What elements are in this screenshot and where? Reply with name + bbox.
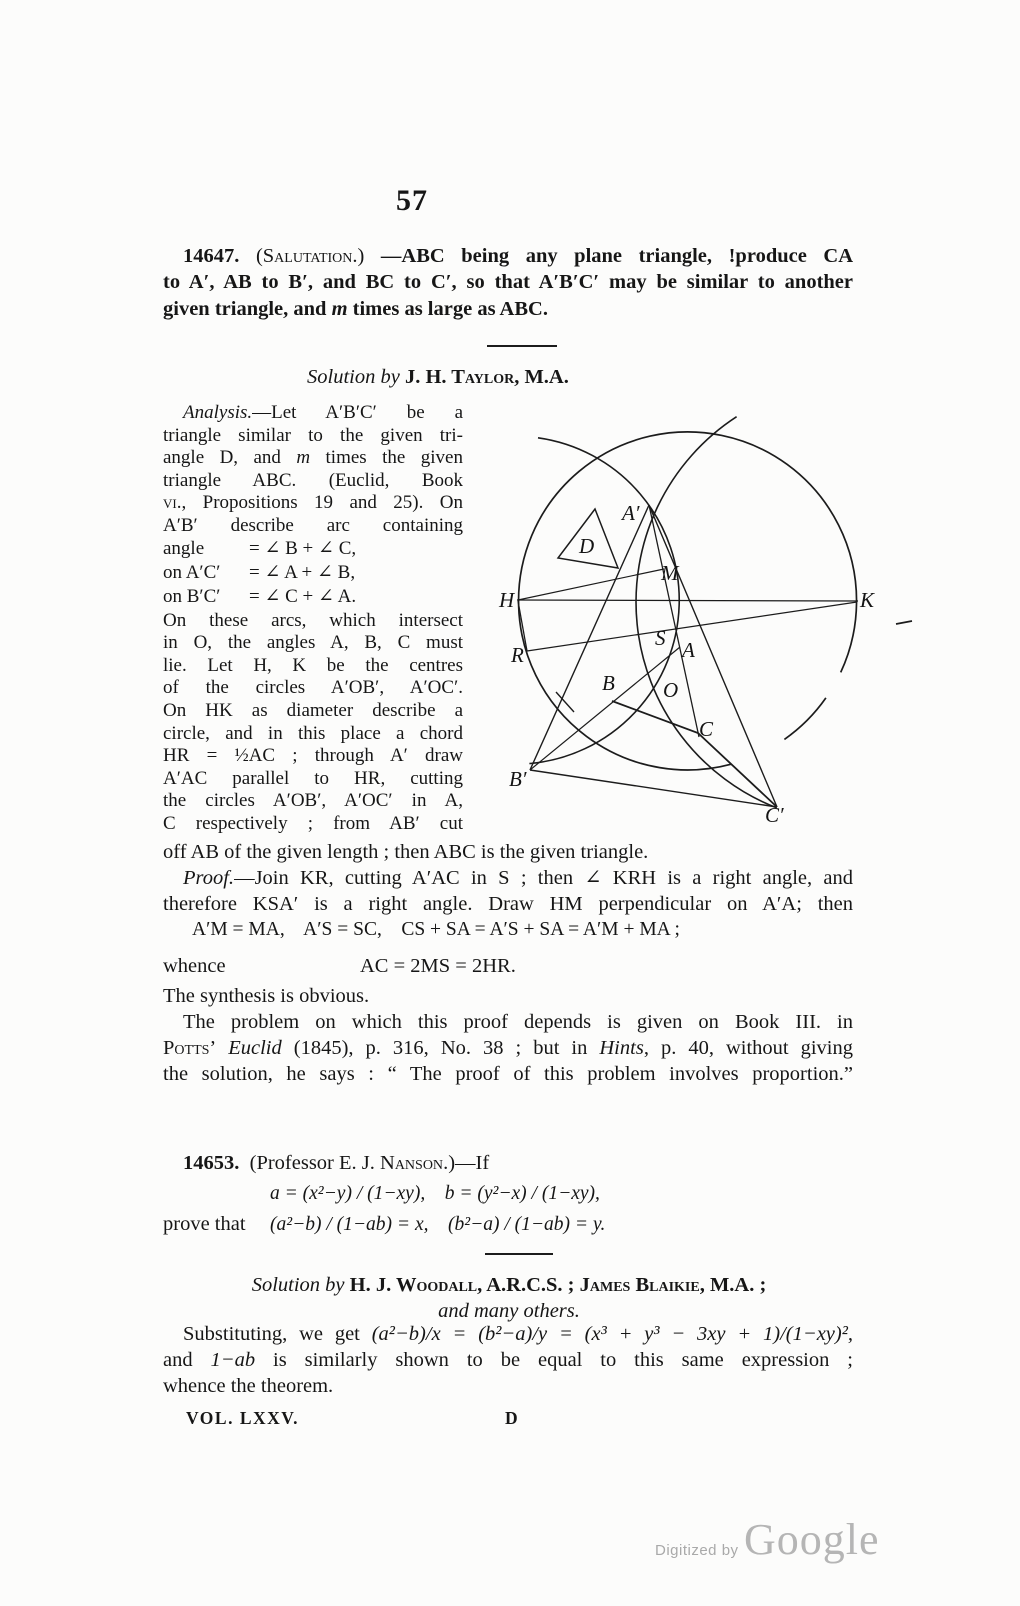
- figure-label-k: K: [860, 588, 875, 612]
- footer-signature: D: [505, 1408, 520, 1428]
- text-segment: is similarly shown to be equal to this same expression ;: [255, 1348, 853, 1371]
- text-segment: —Let A′B′C′ be a: [252, 402, 463, 423]
- text-line: therefore KSA′ is a right angle. Draw HM perpendicular on A′A; then: [163, 893, 853, 916]
- text-line: [163, 865, 853, 891]
- text-segment: given triangle, and: [163, 297, 332, 320]
- text-segment: , p. 40, without giving: [643, 1036, 853, 1059]
- proof-paragraph: [163, 865, 853, 918]
- whence-row: [163, 953, 853, 979]
- remark-paragraph: [163, 1010, 853, 1087]
- text-segment: —Join KR, cutting A′AC in S ; then ∠ KRH is a right angle, and: [234, 867, 853, 889]
- text-line: The problem on which this proof depends is given on Book III. in: [183, 1011, 853, 1033]
- roman-numeral: vi.,: [163, 492, 187, 514]
- stray-tick: [556, 692, 574, 712]
- figure-label-r: R: [511, 643, 524, 667]
- question-source: (Salutation.): [255, 245, 365, 267]
- figure-label-s: S: [655, 626, 666, 650]
- equation-value: = ∠ B + ∠ C,: [249, 537, 357, 559]
- text-line: to A′, AB to B′, and BC to C′, so that A′B′C′ may be similar to another: [163, 271, 853, 294]
- text-segment: (1845), p. 316, No. 38 ; but in: [293, 1036, 600, 1059]
- small-caps-name: Potts’: [163, 1036, 217, 1059]
- line-hk: [517, 600, 858, 601]
- figure-label-o: O: [663, 678, 679, 702]
- italic-title: Euclid: [216, 1036, 294, 1059]
- text-line: triangle similar to the given tri-: [163, 424, 463, 446]
- question-number: 14653.: [183, 1152, 240, 1174]
- equation-label: angle: [163, 537, 205, 559]
- figure-label-a: A: [682, 638, 695, 662]
- solution-byline-woodall: [189, 1272, 829, 1324]
- equation-label: on B′C′: [163, 585, 221, 607]
- math-var: m: [296, 447, 311, 469]
- watermark-google-logo: Google: [744, 1515, 880, 1564]
- byline-name: J. H. Taylor, M.A.: [399, 366, 569, 388]
- question-text: —ABC being any plane triangle, !produce CA: [364, 245, 853, 267]
- margin-mark: [896, 621, 912, 624]
- text-line: the circles A′OB′, A′OC′ in A,: [163, 790, 463, 812]
- math-var: m: [331, 297, 348, 320]
- page-number: 57: [396, 184, 428, 217]
- figure-label-m: M: [661, 561, 679, 585]
- text-line: [163, 1036, 853, 1062]
- text-line: the solution, he says : “ The proof of this problem involves proportion.”: [163, 1062, 853, 1085]
- math-expression: (a²−b)/x = (b²−a)/y = (x³ + y³ − 3xy + 1)/(1−xy)²,: [371, 1323, 853, 1345]
- text-line: off AB of the given length ; then ABC is the given triangle.: [163, 841, 649, 863]
- text-segment: and: [163, 1348, 211, 1371]
- watermark-digitized-by: Digitized by: [655, 1542, 739, 1559]
- figure-label-a-prime: A′: [622, 501, 640, 525]
- figure-label-b-prime: B′: [509, 767, 527, 791]
- equation-a-b: a = (x²−y) / (1−xy), b = (y²−x) / (1−xy),: [270, 1183, 600, 1204]
- byline-prefix: Solution by: [251, 1274, 345, 1296]
- question-number: 14647.: [183, 245, 240, 267]
- figure-label-c-prime: C′: [765, 803, 784, 827]
- substituting-paragraph: [163, 1322, 853, 1399]
- text-segment: times the given: [310, 447, 463, 469]
- byline-prefix: Solution by: [307, 366, 400, 388]
- figure-label-b: B: [602, 671, 615, 695]
- proof-lead: Proof.: [183, 867, 235, 889]
- text-segment: times as large as ABC.: [347, 297, 548, 320]
- equation-value: = ∠ A + ∠ B,: [249, 561, 356, 583]
- text-line: On HK as diameter describe a: [163, 699, 463, 721]
- italic-title: Hints: [599, 1036, 644, 1059]
- circle-k-arc: [636, 417, 777, 808]
- question-14653: [163, 1150, 853, 1176]
- equation-prove: (a²−b) / (1−ab) = x, (b²−a) / (1−ab) = y.: [270, 1214, 606, 1235]
- text-line: of the circles A′OB′, A′OC′.: [163, 677, 463, 699]
- analysis-lead: Analysis.: [183, 402, 253, 423]
- text-line: triangle ABC. (Euclid, Book: [163, 469, 463, 491]
- line-b-prime-a: [530, 647, 680, 770]
- text-line: lie. Let H, K be the centres: [163, 654, 463, 676]
- line-hm: [518, 569, 664, 600]
- footer-volume: VOL. LXXV.: [186, 1408, 300, 1428]
- text-line: [189, 1272, 829, 1298]
- line-b-prime-c-prime: [530, 770, 777, 807]
- text-line: A′B′ describe arc containing: [163, 514, 463, 536]
- equation-value: = ∠ C + ∠ A.: [249, 585, 357, 607]
- text-line: whence the theorem.: [163, 1374, 334, 1397]
- text-line: [163, 1150, 853, 1176]
- text-segment: angle D, and: [163, 447, 297, 469]
- prove-that-row: [163, 1211, 853, 1237]
- figure-label-c: C: [699, 717, 714, 741]
- equation-label: on A′C′: [163, 561, 221, 583]
- figure-label-h: H: [499, 588, 515, 612]
- text-line: HR = ½AC ; through A′ draw: [163, 745, 463, 767]
- text-line: A′AC parallel to HR, cutting: [163, 767, 463, 789]
- proof-equation: A′M = MA, A′S = SC, CS + SA = A′S + SA = A′M + MA ;: [192, 919, 680, 940]
- line-a-prime-a-c: [649, 505, 699, 737]
- section-divider: [485, 1253, 553, 1255]
- math-expression: 1−ab: [210, 1348, 256, 1371]
- text-segment: Propositions 19 and 25). On: [186, 492, 463, 514]
- text-segment: (Professor E. J.: [239, 1152, 381, 1174]
- text-segment: .)—If: [443, 1152, 490, 1174]
- whence-equation: AC = 2MS = 2HR.: [360, 955, 516, 977]
- figure-label-d: D: [579, 534, 595, 558]
- text-line: in O, the angles A, B, C must: [163, 632, 463, 654]
- byline-names: H. J. Woodall, A.R.C.S. ; James Blaikie, M.A. ;: [344, 1274, 767, 1296]
- byline-others: and many others.: [438, 1300, 580, 1322]
- big-circle-arc-segment: [784, 698, 826, 740]
- text-line: circle, and in this place a chord: [163, 722, 463, 744]
- text-line: The synthesis is obvious.: [163, 985, 370, 1007]
- prove-that-label: prove that: [163, 1213, 246, 1235]
- text-line: On these arcs, which intersect: [163, 609, 463, 631]
- text-line: [163, 1322, 853, 1348]
- small-caps-name: Nanson: [380, 1152, 444, 1174]
- text-segment: Substituting, we get: [183, 1323, 372, 1345]
- text-line: [163, 1348, 853, 1374]
- whence-word: whence: [163, 955, 226, 977]
- text-line: C respectively ; from AB′ cut: [163, 812, 463, 834]
